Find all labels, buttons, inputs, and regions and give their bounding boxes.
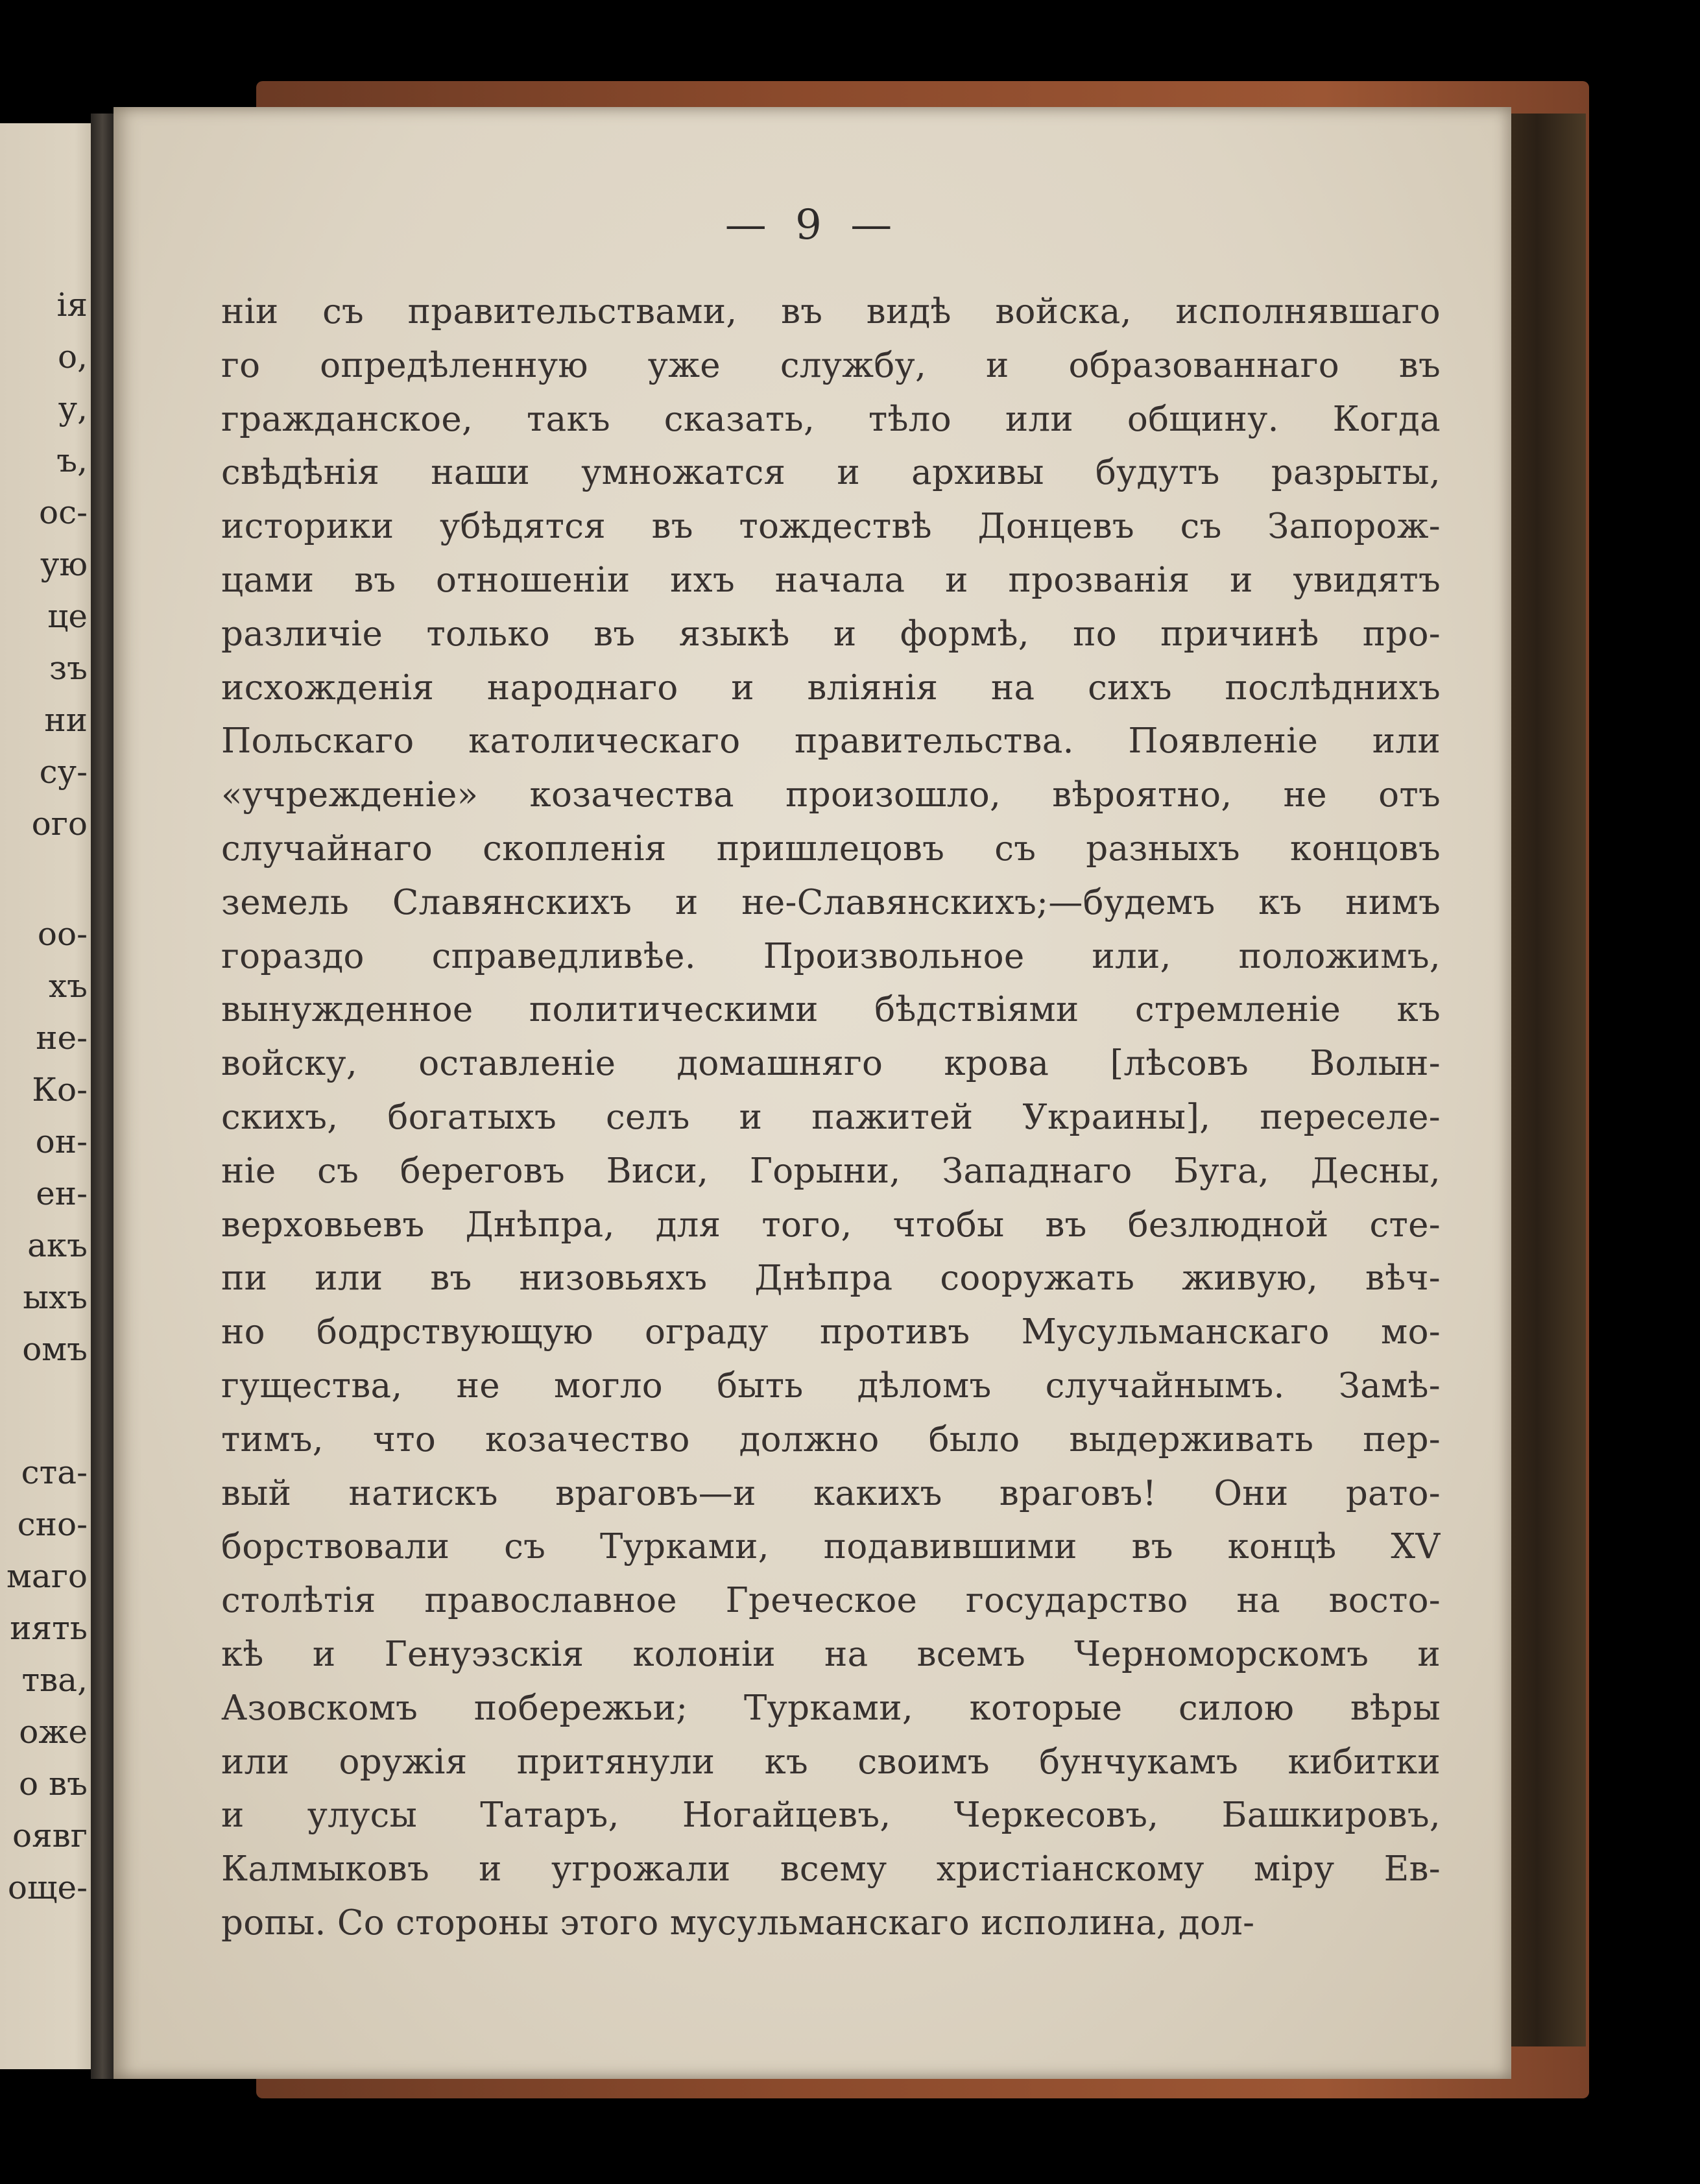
text-line: исхожденія народнаго и вліянія на сихъ послѣднихъ bbox=[221, 667, 1441, 708]
text-line: борствовали съ Турками, подавившими въ концѣ XV bbox=[221, 1527, 1441, 1567]
left-page-line-end: у, bbox=[58, 390, 88, 427]
text-line: Азовскомъ побережьи; Турками, которые силою вѣры bbox=[221, 1688, 1441, 1728]
text-line: тимъ, что козачество должно было выдерживать пер- bbox=[221, 1419, 1441, 1459]
left-page-line-end: Ко- bbox=[32, 1071, 88, 1109]
left-page-line-end: ую bbox=[40, 546, 88, 583]
text-line: ніи съ правительствами, въ видѣ войска, исполнявшаго bbox=[221, 292, 1441, 331]
left-page-line-end: още- bbox=[7, 1869, 88, 1906]
left-page-line-end: сно- bbox=[17, 1506, 88, 1543]
text-line: верховьевъ Днѣпра, для того, чтобы въ безлюдной сте- bbox=[221, 1205, 1441, 1245]
text-line: гораздо справедливѣе. Произвольное или, положимъ, bbox=[221, 936, 1441, 976]
text-line: войску, оставленіе домашняго крова [лѣсовъ Волын- bbox=[221, 1044, 1441, 1084]
text-line: свѣдѣнія наши умножатся и архивы будутъ разрыты, bbox=[221, 453, 1441, 493]
left-page-line-end: ни bbox=[44, 701, 88, 739]
left-page-line-end: акъ bbox=[27, 1227, 88, 1264]
left-page-line-end: не- bbox=[36, 1019, 88, 1057]
text-line: гражданское, такъ сказать, тѣло или общину. Когда bbox=[221, 399, 1441, 439]
left-page-line-end: о, bbox=[58, 338, 88, 376]
right-page bbox=[114, 107, 1511, 2079]
left-page-line-end: су- bbox=[39, 753, 88, 791]
left-page-line-end: ія bbox=[56, 286, 88, 324]
text-line: вый натискъ враговъ—и какихъ враговъ! Они рато- bbox=[221, 1473, 1441, 1513]
left-page-line-end: ого bbox=[31, 805, 88, 843]
left-page-line-end: це bbox=[47, 597, 88, 635]
left-page-line-end: зъ bbox=[49, 649, 88, 687]
left-page-line-end: ос- bbox=[39, 494, 88, 531]
text-line: различіе только въ языкѣ и формѣ, по причинѣ про- bbox=[221, 614, 1441, 654]
text-line: вынужденное политическими бѣдствіями стремленіе къ bbox=[221, 990, 1441, 1030]
text-line: Польскаго католическаго правительства. Появленіе или bbox=[221, 721, 1441, 762]
text-line: «учрежденіе» козачества произошло, вѣроятно, не отъ bbox=[221, 775, 1441, 815]
left-page-line-end: оже bbox=[19, 1713, 88, 1751]
left-page-line-end: он- bbox=[35, 1123, 88, 1160]
text-line: столѣтія православное Греческое государство на восто- bbox=[221, 1581, 1441, 1621]
text-line: ропы. Со стороны этого мусульманскаго исполина, дол- bbox=[221, 1902, 1255, 1943]
text-line: пи или въ низовьяхъ Днѣпра сооружать живую, вѣч- bbox=[221, 1258, 1441, 1299]
text-line: ніе съ береговъ Виси, Горыни, Западнаго Буга, Десны, bbox=[221, 1151, 1441, 1191]
text-line: цами въ отношеніи ихъ начала и прозванія и увидятъ bbox=[221, 560, 1441, 600]
page-body-text bbox=[221, 285, 1441, 1950]
book-gutter bbox=[91, 114, 117, 2079]
left-page-line-end: омъ bbox=[22, 1330, 88, 1368]
text-line: случайнаго скопленія пришлецовъ съ разныхъ концовъ bbox=[221, 828, 1441, 869]
book-page-edges bbox=[1505, 114, 1586, 2046]
left-page-line-end: ъ, bbox=[56, 442, 88, 479]
page-number: — 9 — bbox=[724, 201, 900, 249]
left-page-line-end: оявг bbox=[12, 1817, 88, 1854]
text-line: но бодрствующую ограду противъ Мусульманскаго мо- bbox=[221, 1312, 1441, 1352]
left-page-line-end: иять bbox=[10, 1609, 88, 1647]
text-line: кѣ и Генуэзскія колоніи на всемъ Черноморскомъ и bbox=[221, 1634, 1441, 1674]
text-line: гущества, не могло быть дѣломъ случайнымъ. Замѣ- bbox=[221, 1365, 1441, 1406]
text-line: или оружія притянули къ своимъ бунчукамъ кибитки bbox=[221, 1742, 1441, 1782]
text-line: Калмыковъ и угрожали всему христіанскому міру Ев- bbox=[221, 1849, 1441, 1890]
text-line: скихъ, богатыхъ селъ и пажитей Украины], переселе- bbox=[221, 1097, 1441, 1137]
text-line: историки убѣдятся въ тождествѣ Донцевъ съ Запорож- bbox=[221, 507, 1441, 547]
text-line: и улусы Татаръ, Ногайцевъ, Черкесовъ, Башкировъ, bbox=[221, 1795, 1441, 1836]
left-page-line-end: ен- bbox=[36, 1175, 88, 1212]
left-page-line-end: хъ bbox=[48, 967, 88, 1005]
text-line: земель Славянскихъ и не-Славянскихъ;—будемъ къ нимъ bbox=[221, 882, 1441, 922]
left-page-line-end: тва, bbox=[21, 1661, 88, 1699]
left-page-line-end: оо- bbox=[37, 915, 88, 953]
left-page-line-end: о въ bbox=[19, 1765, 88, 1803]
text-line: го опредѣленную уже службу, и образованнаго въ bbox=[221, 345, 1441, 385]
left-page-line-end: маго bbox=[6, 1557, 88, 1595]
left-page-line-end: ста- bbox=[21, 1454, 88, 1491]
left-page-line-end: ыхъ bbox=[23, 1278, 88, 1316]
